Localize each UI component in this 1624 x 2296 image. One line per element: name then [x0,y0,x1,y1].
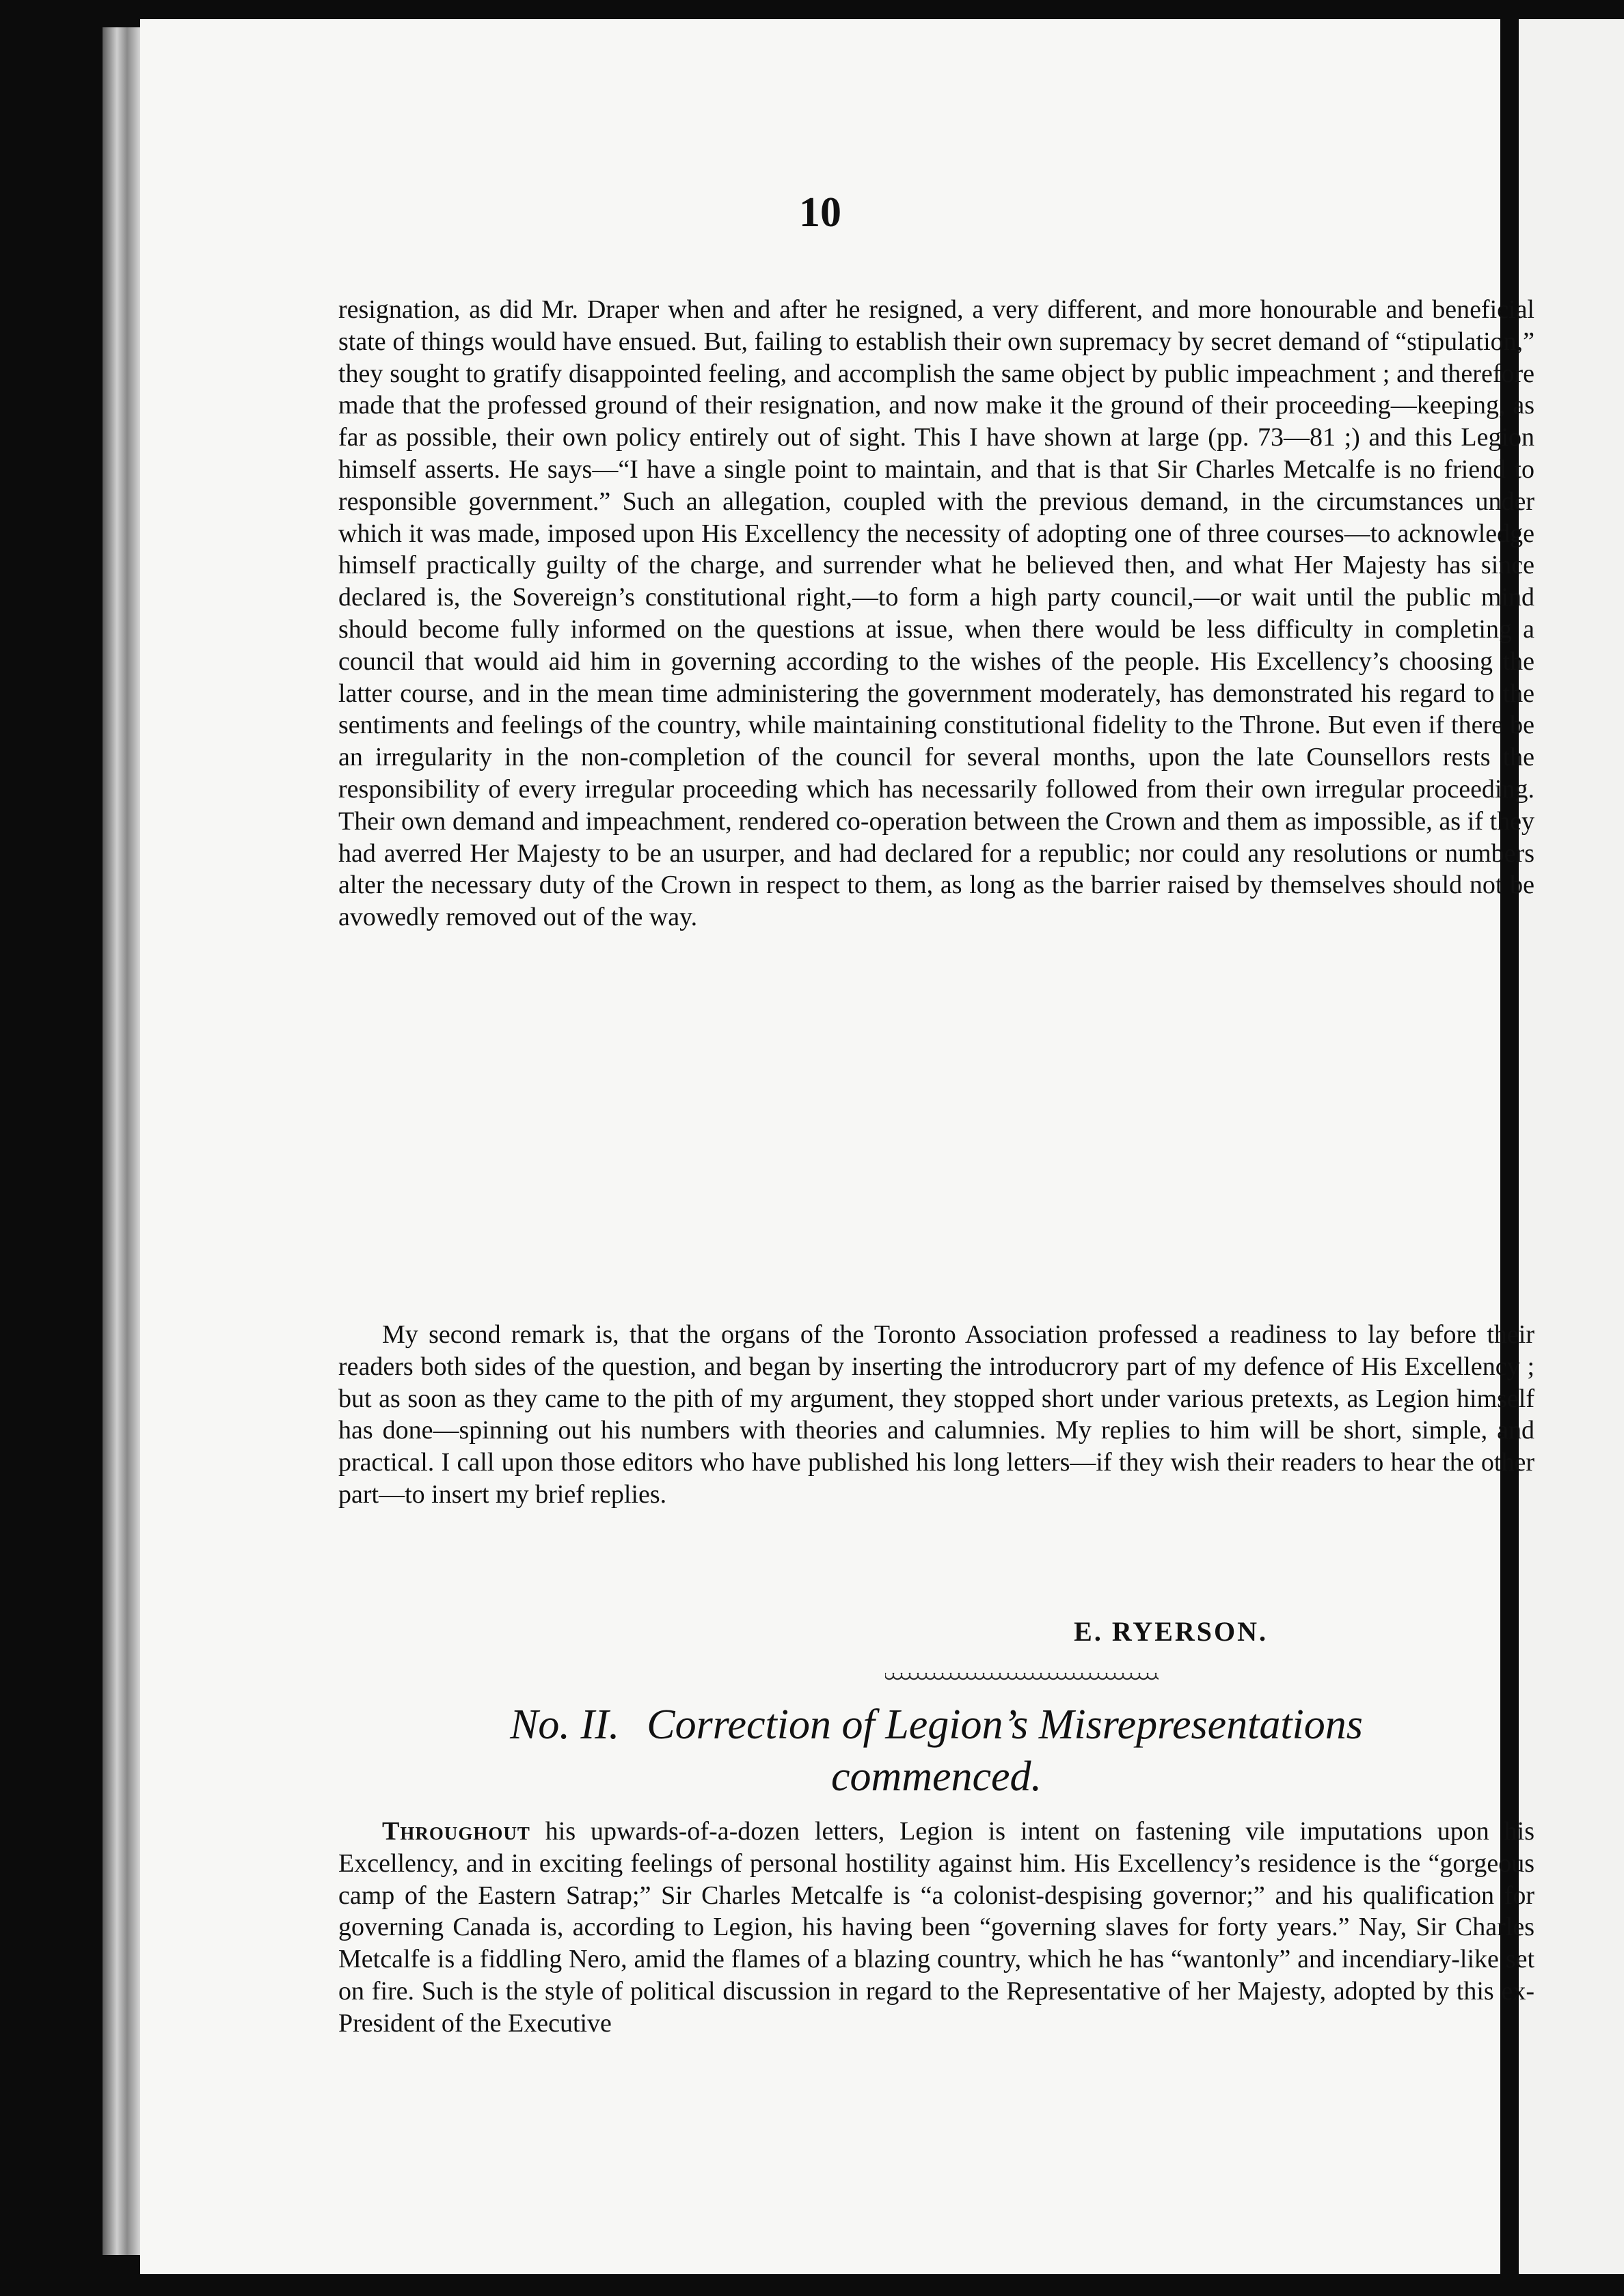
section-heading [338,1699,1534,1803]
paragraph-resignation: resignation, as did Mr. Draper when and after he resigned, a very different, and more honourable and beneficial state of things would have ensued. But, failing to establish their own supremacy by secret demand of “stipulation,” they sought to gratify disappointed feeling, and accomplish the same object by public impeachment ; and therefore made that the professed ground of their resignation, and now make it the ground of their proceeding—keeping, as far as possible, their own policy entirely out of sight. This I have shown at large (pp. 73—81 ;) and this Legion himself asserts. He says—“I have a single point to maintain, and that is that Sir Charles Metcalfe is no friend to responsible government.” Such an allegation, coupled with the previous demand, in the circumstances under which it was made, imposed upon His Excellency the necessity of adopting one of three courses—to acknowledge himself practically guilty of the charge, and surrender what he believed then, and what Her Majesty has since declared is, the Sovereign’s constitutional right,—to form a high party council,—or wait until the public mind should become fully informed on the questions at issue, when there would be less difficulty in completing a council that would aid him in governing according to the wishes of the people. His Excellency’s choosing the latter course, and in the mean time administering the government moderately, has demonstrated his regard to the sentiments and feelings of the country, while maintaining constitutional fidelity to the Throne. But even if there be an irregularity in the non-completion of the council for several months, upon the late Counsellors rests the responsibility of every irregular proceeding which has necessarily followed from their own irregular proceeding. Their own demand and impeachment, rendered co-operation between the Crown and them as impossible, as if they had averred Her Majesty to be an usurper, and had declared for a republic; nor could any resolutions or numbers alter the necessary duty of the Crown in respect to them, as long as the barrier raised by themselves should not be avowedly removed out of the way. [338,295,1534,932]
adjacent-page-edge [1519,19,1624,2274]
paragraph-opening-word: Throughout [382,1817,530,1846]
section-heading-title: Correction of Legion’s Misrepresentations [647,1702,1363,1748]
signature: E. RYERSON. [1074,1616,1268,1647]
section-divider [885,1673,1159,1681]
paragraph-throughout-body: his upwards-of-a-dozen letters, Legion is intent on fastening vile imputations upon his Excellency, and in exciting feelings of personal hostility against him. His Excellency’s residence is the “gorgeous camp of the Eastern Satrap;” Sir Charles Metcalfe is “a colonist-despising governor;” and his qualification for governing Canada is, according to Legion, his having been “governing slaves for forty years.” Nay, Sir Charles Metcalfe is a fiddling Nero, amid the flames of a blazing country, which he has “wantonly” and incendiary-like set on fire. Such is the style of political discussion in regard to the Representative of her Majesty, adopted by this ex-President of the Executive [338,1817,1534,2038]
paragraph-second-remark: My second remark is, that the organs of the Toronto Association professed a readiness to lay before their readers both sides of the question, and began by inserting the introducrory part of my defence of His Excellency ; but as soon as they came to the pith of my argument, they stopped short under various pretexts, as Legion himself has done—spinning out his numbers with theories and calumnies. My replies to him will be short, simple, and practical. I call upon those editors who have published his long letters—if they wish their readers to hear the other part—to insert my brief replies. [338,1320,1534,1509]
scan-binding-edge [103,27,144,2255]
book-page [140,19,1534,2274]
paragraph-throughout [338,1816,1534,2040]
section-heading-number: No. II. [510,1702,620,1748]
section-heading-title-continued: commenced. [830,1753,1042,1800]
page-number: 10 [799,189,841,236]
